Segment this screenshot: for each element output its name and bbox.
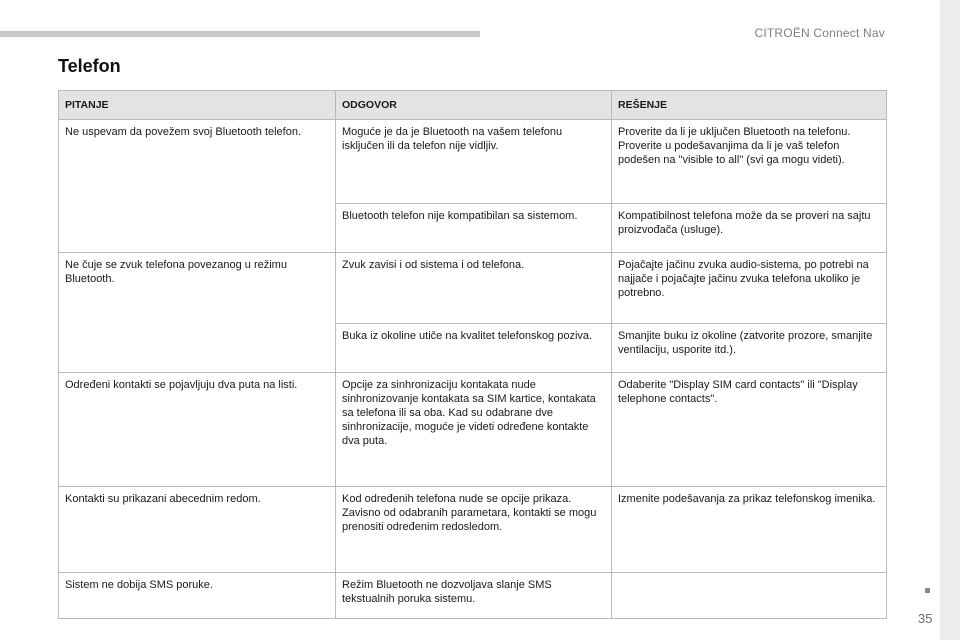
side-strip xyxy=(940,0,960,640)
page-marker-dot xyxy=(925,588,930,593)
solution-text-part: Proverite da li je uključen Bluetooth na telefonu. Proverite u podešavanjima da li je vaš telefon podešen na "visible to all" (svi ga mogu videti). xyxy=(618,126,851,166)
header-rule xyxy=(0,31,480,37)
table-row xyxy=(59,373,887,487)
solution-cell xyxy=(612,120,887,204)
table-row xyxy=(59,120,887,204)
page-number: 35 xyxy=(918,611,933,626)
page-title: Telefon xyxy=(58,56,121,76)
question-cell: Sistem ne dobija SMS poruke. xyxy=(59,573,336,619)
column-header-question: PITANJE xyxy=(59,91,336,120)
solution-cell: Izmenite podešavanja za prikaz telefonskog imenika. xyxy=(612,487,887,573)
solution-cell: Kompatibilnost telefona može da se proveri na sajtu proizvođača (usluge). xyxy=(612,204,887,253)
solution-cell: Odaberite "Display SIM card contacts" ili "Display telephone contacts". xyxy=(612,373,887,487)
solution-cell: Smanjite buku iz okoline (zatvorite prozore, smanjite ventilaciju, usporite itd.). xyxy=(612,324,887,373)
answer-cell: Buka iz okoline utiče na kvalitet telefonskog poziva. xyxy=(336,324,612,373)
table-header-row xyxy=(59,91,887,120)
question-cell: Određeni kontakti se pojavljuju dva puta na listi. xyxy=(59,373,336,487)
answer-cell: Kod određenih telefona nude se opcije prikaza. Zavisno od odabranih parametara, kontakti se mogu prenositi određenim redosledom. xyxy=(336,487,612,573)
solution-cell xyxy=(612,573,887,619)
answer-cell: Opcije za sinhronizaciju kontakata nude sinhronizovanje kontakata sa SIM kartice, kontakata sa telefona ili sa oba. Kad su odabrane dve sinhronizacije, moguće je videti određene kontakte dva puta. xyxy=(336,373,612,487)
answer-cell: Bluetooth telefon nije kompatibilan sa sistemom. xyxy=(336,204,612,253)
brand-label: CITROËN Connect Nav xyxy=(754,26,885,40)
question-cell: Kontakti su prikazani abecednim redom. xyxy=(59,487,336,573)
faq-table xyxy=(58,90,887,619)
column-header-solution: REŠENJE xyxy=(612,91,887,120)
table-row xyxy=(59,487,887,573)
column-header-answer: ODGOVOR xyxy=(336,91,612,120)
answer-cell: Zvuk zavisi i od sistema i od telefona. xyxy=(336,253,612,324)
table-row xyxy=(59,253,887,324)
table-row xyxy=(59,573,887,619)
question-cell: Ne uspevam da povežem svoj Bluetooth telefon. xyxy=(59,120,336,253)
question-cell: Ne čuje se zvuk telefona povezanog u režimu Bluetooth. xyxy=(59,253,336,373)
answer-cell: Moguće je da je Bluetooth na vašem telefonu isključen ili da telefon nije vidljiv. xyxy=(336,120,612,204)
answer-cell: Režim Bluetooth ne dozvoljava slanje SMS tekstualnih poruka sistemu. xyxy=(336,573,612,619)
solution-cell: Pojačajte jačinu zvuka audio-sistema, po potrebi na najjače i pojačajte jačinu zvuka telefona ukoliko je potrebno. xyxy=(612,253,887,324)
